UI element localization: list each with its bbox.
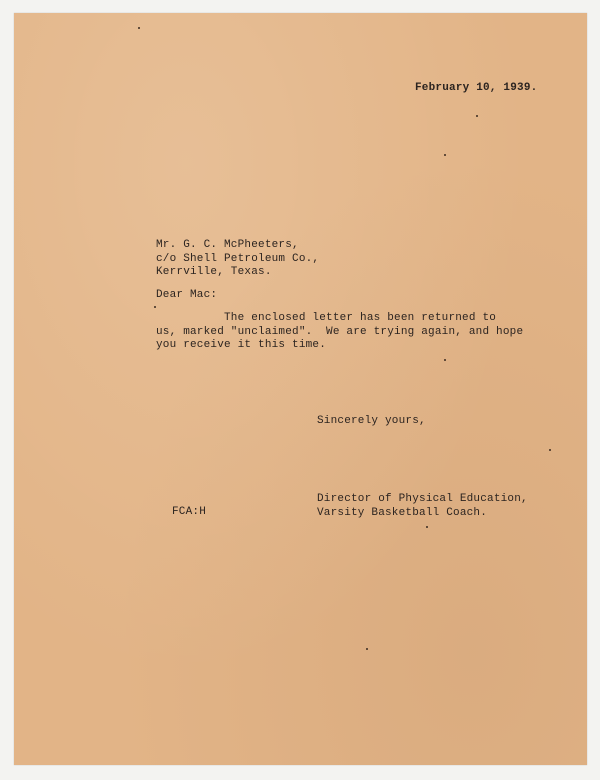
paper-speck xyxy=(138,27,140,29)
address-line-name: Mr. G. C. McPheeters, xyxy=(156,239,299,251)
signature-block xyxy=(317,493,528,520)
address-line-city: Kerrville, Texas. xyxy=(156,266,272,278)
salutation: Dear Mac: xyxy=(156,289,218,301)
paper-speck xyxy=(154,306,156,308)
paper-speck xyxy=(366,648,368,650)
paper-speck xyxy=(444,154,446,156)
address-line-company: c/o Shell Petroleum Co., xyxy=(156,252,320,265)
body-line-3: you receive it this time. xyxy=(156,339,327,351)
typist-initials: FCA:H xyxy=(172,506,207,518)
paper-speck xyxy=(426,526,428,528)
paper-speck xyxy=(444,359,446,361)
complimentary-closing: Sincerely yours, xyxy=(317,415,426,427)
letter-date: February 10, 1939. xyxy=(415,82,538,94)
signature-title-line-2: Varsity Basketball Coach. xyxy=(317,506,488,519)
body-line-1: The enclosed letter has been returned to xyxy=(156,312,497,324)
letter-body xyxy=(156,312,523,353)
body-line-2: us, marked "unclaimed". We are trying again, and hope xyxy=(156,325,524,338)
letter-sheet xyxy=(14,13,587,765)
signature-title-line-1: Director of Physical Education, xyxy=(317,493,528,505)
paper-speck xyxy=(549,449,551,451)
paper-speck xyxy=(476,115,478,117)
recipient-address xyxy=(156,239,319,280)
